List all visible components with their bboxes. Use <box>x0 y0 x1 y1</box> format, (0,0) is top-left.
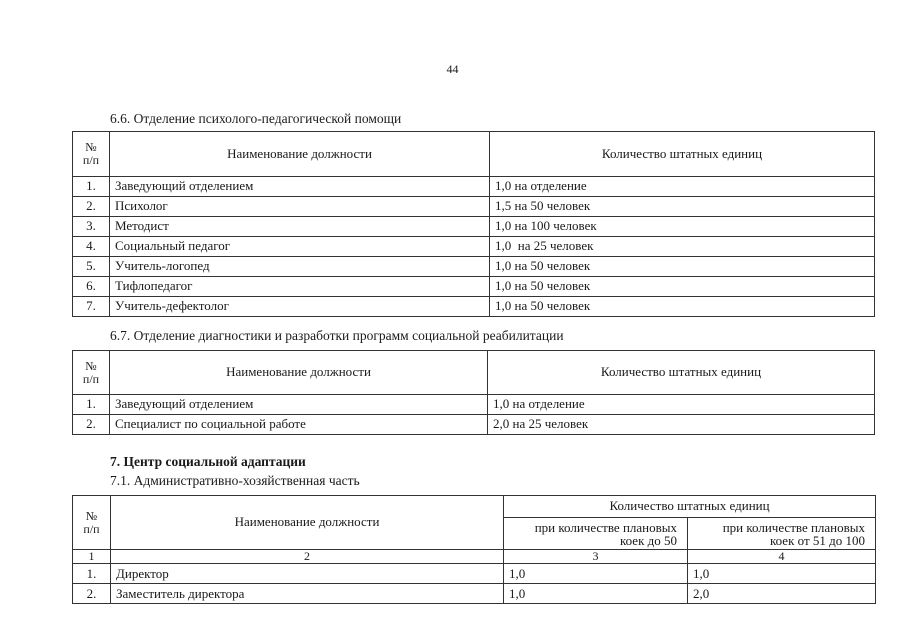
header-position: Наименование должности <box>110 132 490 177</box>
row-position: Специалист по социальной работе <box>110 415 488 435</box>
row-count: 1,0 на отделение <box>490 177 875 197</box>
section-7-1-subtitle: 7.1. Административно-хозяйственная часть <box>110 473 360 488</box>
table-row <box>73 395 875 415</box>
row-num: 2. <box>73 197 110 217</box>
table-6-7 <box>72 350 875 435</box>
row-num: 1. <box>73 395 110 415</box>
row-count: 1,0 на 100 человек <box>490 217 875 237</box>
row-count: 1,0 на 50 человек <box>490 297 875 317</box>
row-count: 1,0 на 50 человек <box>490 257 875 277</box>
table-row <box>73 297 875 317</box>
row-position: Заведующий отделением <box>110 177 490 197</box>
header-position: Наименование должности <box>110 351 488 395</box>
row-position: Психолог <box>110 197 490 217</box>
row-num: 5. <box>73 257 110 277</box>
row-num: 2. <box>73 584 111 604</box>
header-num: № п/п <box>73 132 110 177</box>
row-num: 2. <box>73 415 110 435</box>
row-num: 3. <box>73 217 110 237</box>
row-count-b: 2,0 <box>688 584 876 604</box>
header-count: Количество штатных единиц <box>490 132 875 177</box>
section-6-7-title: 6.7. Отделение диагностики и разработки программ социальной реабилитации <box>110 328 564 343</box>
row-num: 6. <box>73 277 110 297</box>
table-row <box>73 217 875 237</box>
col-number: 2 <box>111 550 504 564</box>
table-row <box>73 237 875 257</box>
header-col-b: при количестве плановых коек от 51 до 100 <box>688 518 876 550</box>
header-col-a: при количестве плановых коек до 50 <box>504 518 688 550</box>
row-position: Учитель-логопед <box>110 257 490 277</box>
table-row <box>73 257 875 277</box>
row-count-a: 1,0 <box>504 584 688 604</box>
header-num: № п/п <box>73 351 110 395</box>
section-6-6-title: 6.6. Отделение психолого-педагогической помощи <box>110 111 402 126</box>
row-position: Заведующий отделением <box>110 395 488 415</box>
row-position: Учитель-дефектолог <box>110 297 490 317</box>
row-position: Заместитель директора <box>111 584 504 604</box>
col-number: 1 <box>73 550 111 564</box>
row-count: 2,0 на 25 человек <box>488 415 875 435</box>
table-row <box>73 564 876 584</box>
row-position: Методист <box>110 217 490 237</box>
table-row <box>73 197 875 217</box>
table-row <box>73 584 876 604</box>
header-count: Количество штатных единиц <box>488 351 875 395</box>
row-num: 7. <box>73 297 110 317</box>
row-position: Тифлопедагог <box>110 277 490 297</box>
table-7-1 <box>72 495 876 604</box>
row-count-a: 1,0 <box>504 564 688 584</box>
header-count: Количество штатных единиц <box>504 496 876 518</box>
table-row <box>73 177 875 197</box>
row-num: 1. <box>73 177 110 197</box>
row-count-b: 1,0 <box>688 564 876 584</box>
column-number-row <box>73 550 876 564</box>
row-position: Социальный педагог <box>110 237 490 257</box>
col-number: 4 <box>688 550 876 564</box>
row-count: 1,0 на отделение <box>488 395 875 415</box>
row-num: 4. <box>73 237 110 257</box>
page-number: 44 <box>446 62 459 76</box>
header-position: Наименование должности <box>111 496 504 550</box>
table-row <box>73 415 875 435</box>
row-position: Директор <box>111 564 504 584</box>
table-6-6 <box>72 131 875 317</box>
row-num: 1. <box>73 564 111 584</box>
row-count: 1,0 на 25 человек <box>490 237 875 257</box>
row-count: 1,5 на 50 человек <box>490 197 875 217</box>
row-count: 1,0 на 50 человек <box>490 277 875 297</box>
table-row <box>73 277 875 297</box>
col-number: 3 <box>504 550 688 564</box>
header-num: № п/п <box>73 496 111 550</box>
section-7-title: 7. Центр социальной адаптации <box>110 454 306 469</box>
